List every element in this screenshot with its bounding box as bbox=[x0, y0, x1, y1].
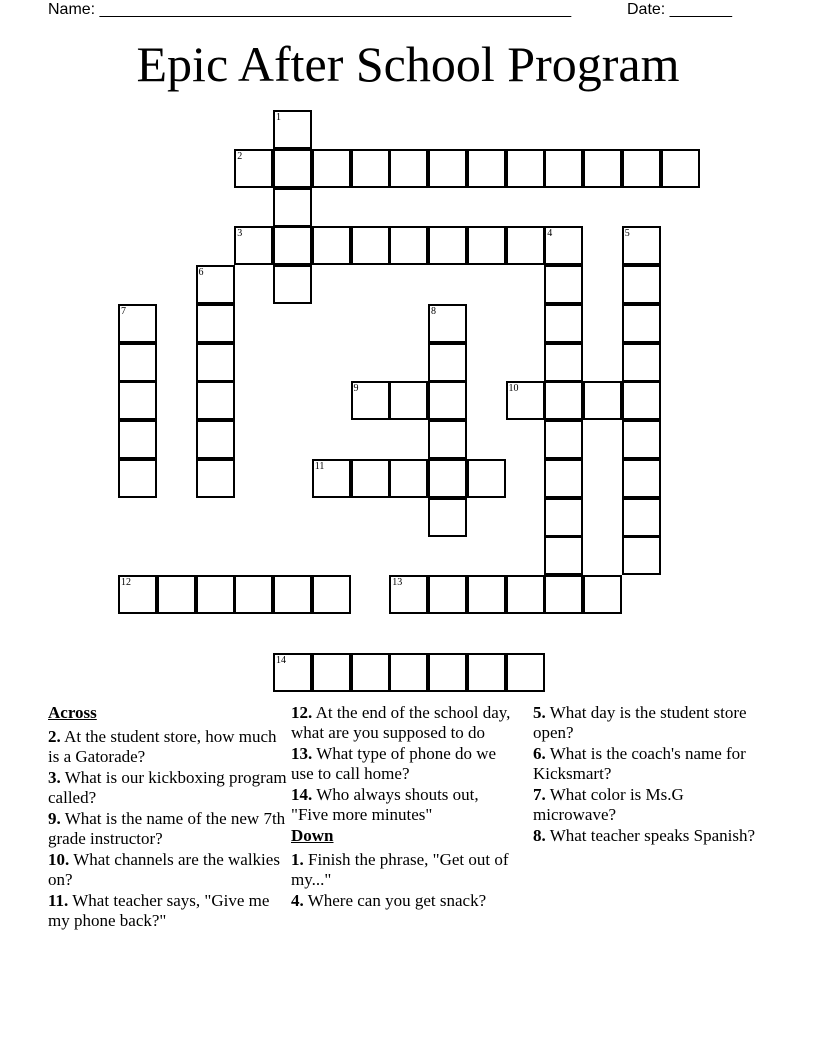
grid-cell[interactable] bbox=[118, 381, 157, 420]
grid-cell[interactable] bbox=[196, 381, 235, 420]
grid-cell[interactable] bbox=[389, 226, 428, 265]
grid-cell[interactable] bbox=[544, 575, 583, 614]
grid-cell[interactable] bbox=[389, 381, 428, 420]
grid-cell[interactable] bbox=[661, 149, 700, 188]
grid-cell-number: 12 bbox=[121, 577, 131, 588]
page-title: Epic After School Program bbox=[136, 36, 680, 92]
grid-cell[interactable] bbox=[467, 149, 506, 188]
grid-cell[interactable] bbox=[544, 536, 583, 575]
name-field-label: Name: _____________________________________________________ bbox=[48, 1, 572, 18]
grid-cell[interactable] bbox=[196, 265, 235, 304]
grid-cell[interactable] bbox=[544, 304, 583, 343]
grid-cell[interactable] bbox=[312, 575, 351, 614]
grid-cell[interactable] bbox=[351, 653, 390, 692]
clue-across-9: 9. What is the name of the new 7th grade instructor? bbox=[48, 809, 286, 848]
clue-down-4: 4. Where can you get snack? bbox=[291, 891, 487, 910]
grid-cell[interactable] bbox=[544, 149, 583, 188]
grid-cell-number: 13 bbox=[392, 577, 403, 588]
grid-cell[interactable] bbox=[544, 498, 583, 537]
grid-cell[interactable] bbox=[467, 653, 506, 692]
clue-down-8: 8. What teacher speaks Spanish? bbox=[533, 826, 756, 845]
grid-cell[interactable] bbox=[234, 575, 273, 614]
grid-cell[interactable] bbox=[544, 226, 583, 265]
grid-cell[interactable] bbox=[234, 149, 273, 188]
grid-cell[interactable] bbox=[622, 459, 661, 498]
down-heading: Down bbox=[291, 826, 334, 845]
grid-cell[interactable] bbox=[622, 149, 661, 188]
grid-cell[interactable] bbox=[622, 343, 661, 382]
grid-cell[interactable] bbox=[622, 498, 661, 537]
grid-cell[interactable] bbox=[506, 575, 545, 614]
grid-cell[interactable] bbox=[351, 226, 390, 265]
clue-across-3: 3. What is our kickboxing program called? bbox=[48, 768, 287, 807]
clue-across-14: 14. Who always shouts out, "Five more minutes" bbox=[291, 785, 479, 824]
grid-cell[interactable] bbox=[622, 536, 661, 575]
across-heading: Across bbox=[48, 703, 97, 722]
grid-cell[interactable] bbox=[506, 226, 545, 265]
grid-cell-number: 5 bbox=[624, 228, 630, 240]
clue-down-7: 7. What color is Ms.G microwave? bbox=[533, 785, 684, 824]
clues-column-3 bbox=[533, 703, 763, 847]
clue-across-11: 11. What teacher says, "Give me my phone back?" bbox=[48, 891, 270, 930]
grid-cell[interactable] bbox=[467, 459, 506, 498]
grid-cell[interactable] bbox=[622, 265, 661, 304]
grid-cell[interactable] bbox=[196, 304, 235, 343]
grid-cell[interactable] bbox=[506, 653, 545, 692]
grid-cell[interactable] bbox=[273, 226, 312, 265]
date-field-label: Date: _______ bbox=[627, 1, 732, 18]
grid-cell[interactable] bbox=[118, 304, 157, 343]
grid-cell-number: 6 bbox=[198, 267, 204, 278]
grid-cell[interactable] bbox=[118, 343, 157, 382]
grid-cell[interactable] bbox=[506, 381, 545, 420]
grid-cell[interactable] bbox=[428, 381, 467, 420]
clue-across-10: 10. What channels are the walkies on? bbox=[48, 850, 280, 889]
grid-cell-number: 7 bbox=[121, 305, 126, 317]
grid-cell-number: 10 bbox=[508, 383, 519, 395]
grid-cell[interactable] bbox=[428, 226, 467, 265]
grid-cell[interactable] bbox=[428, 343, 467, 382]
grid-cell[interactable] bbox=[389, 459, 428, 498]
grid-cell[interactable] bbox=[312, 653, 351, 692]
grid-cell[interactable] bbox=[467, 575, 506, 614]
grid-cell[interactable] bbox=[428, 459, 467, 498]
clue-down-6: 6. What is the coach's name for Kicksmart? bbox=[533, 744, 746, 783]
grid-cell-number: 9 bbox=[353, 383, 359, 395]
grid-cell[interactable] bbox=[389, 575, 428, 614]
grid-cell[interactable] bbox=[312, 459, 351, 498]
grid-cell[interactable] bbox=[428, 653, 467, 692]
grid-cell[interactable] bbox=[428, 304, 467, 343]
grid-cell[interactable] bbox=[544, 381, 583, 420]
grid-cell[interactable] bbox=[544, 265, 583, 304]
grid-cell[interactable] bbox=[273, 110, 312, 149]
grid-cell[interactable] bbox=[428, 498, 467, 537]
grid-cell[interactable] bbox=[622, 304, 661, 343]
clues-column-1 bbox=[48, 703, 288, 932]
clue-down-1: 1. Finish the phrase, "Get out of my..." bbox=[291, 850, 509, 889]
grid-cell[interactable] bbox=[467, 226, 506, 265]
grid-cell[interactable] bbox=[118, 575, 157, 614]
grid-cell[interactable] bbox=[312, 149, 351, 188]
grid-cell[interactable] bbox=[312, 226, 351, 265]
grid-cell-number: 1 bbox=[276, 112, 281, 123]
grid-cell-number: 11 bbox=[314, 460, 325, 472]
grid-cell-number: 4 bbox=[547, 228, 553, 240]
grid-cell[interactable] bbox=[428, 575, 467, 614]
grid-cell[interactable] bbox=[583, 149, 622, 188]
grid-cell[interactable] bbox=[351, 459, 390, 498]
clues-column-2 bbox=[291, 703, 516, 912]
grid-cell[interactable] bbox=[622, 420, 661, 459]
grid-cell[interactable] bbox=[428, 149, 467, 188]
grid-cell-number: 14 bbox=[276, 654, 286, 666]
grid-cell[interactable] bbox=[118, 459, 157, 498]
grid-cell[interactable] bbox=[196, 420, 235, 459]
grid-cell[interactable] bbox=[234, 226, 273, 265]
grid-cell[interactable] bbox=[583, 575, 622, 614]
clue-across-12: 12. At the end of the school day, what are you supposed to do bbox=[291, 703, 511, 742]
grid-cell[interactable] bbox=[428, 420, 467, 459]
grid-cell[interactable] bbox=[622, 226, 661, 265]
grid-cell[interactable] bbox=[544, 459, 583, 498]
grid-cell[interactable] bbox=[389, 149, 428, 188]
grid-cell[interactable] bbox=[157, 575, 196, 614]
clue-down-5: 5. What day is the student store open? bbox=[533, 703, 747, 742]
grid-cell[interactable] bbox=[506, 149, 545, 188]
grid-cell-number: 3 bbox=[237, 228, 243, 240]
grid-cell[interactable] bbox=[273, 188, 312, 227]
grid-cell[interactable] bbox=[351, 381, 390, 420]
grid-cell[interactable] bbox=[118, 420, 157, 459]
grid-cell[interactable] bbox=[196, 575, 235, 614]
grid-cell[interactable] bbox=[622, 381, 661, 420]
grid-cell[interactable] bbox=[389, 653, 428, 692]
grid-cell[interactable] bbox=[273, 265, 312, 304]
grid-cell[interactable] bbox=[273, 575, 312, 614]
grid-cell[interactable] bbox=[351, 149, 390, 188]
grid-cell[interactable] bbox=[273, 149, 312, 188]
grid-cell[interactable] bbox=[196, 459, 235, 498]
clue-across-2: 2. At the student store, how much is a Gatorade? bbox=[48, 727, 277, 766]
clue-across-13: 13. What type of phone do we use to call home? bbox=[291, 744, 497, 783]
grid-cell-number: 2 bbox=[237, 150, 243, 162]
grid-cell-number: 8 bbox=[431, 305, 436, 317]
grid-cell[interactable] bbox=[544, 343, 583, 382]
grid-cell[interactable] bbox=[273, 653, 312, 692]
grid-cell[interactable] bbox=[544, 420, 583, 459]
grid-cell[interactable] bbox=[196, 343, 235, 382]
grid-cell[interactable] bbox=[583, 381, 622, 420]
